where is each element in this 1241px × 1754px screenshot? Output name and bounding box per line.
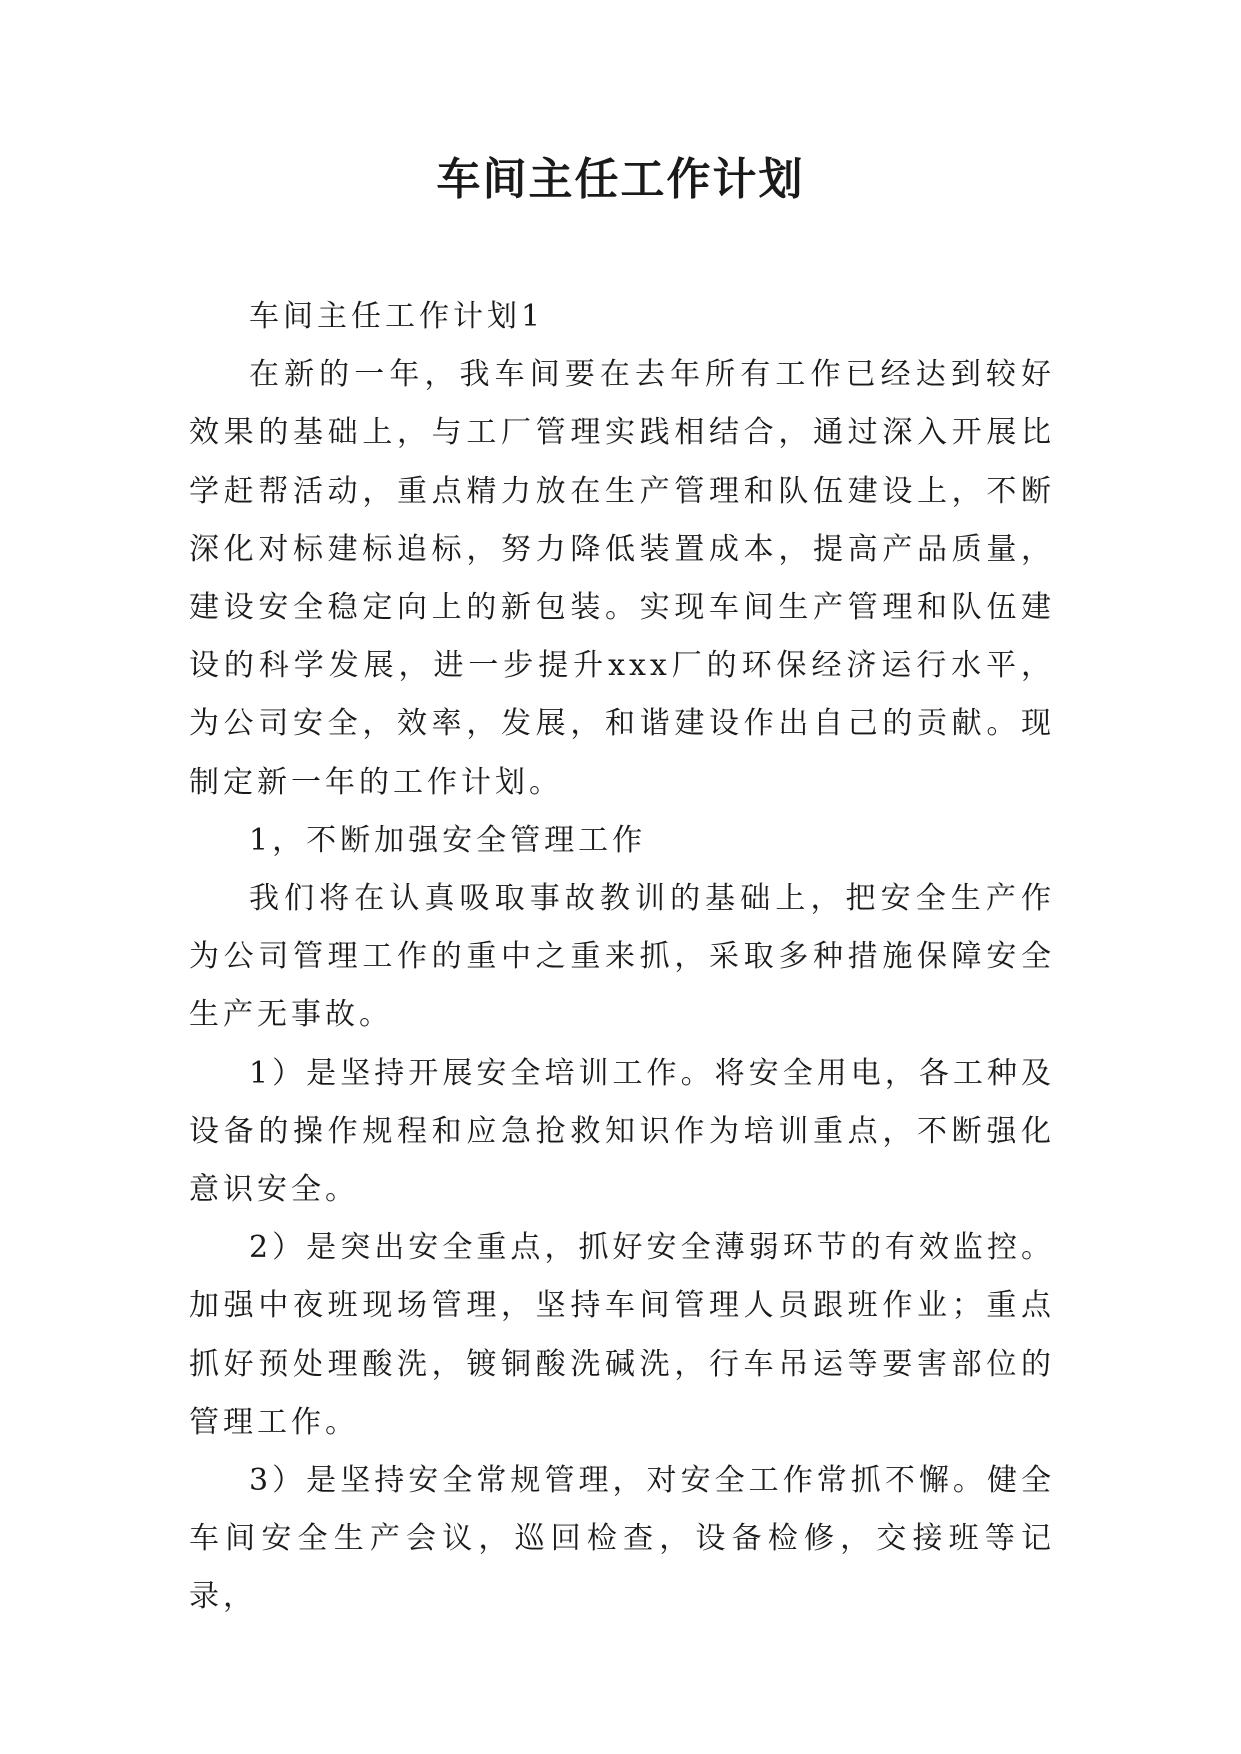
list-item: 2）是突出安全重点，抓好安全薄弱环节的有效监控。加强中夜班现场管理，坚持车间管理人员跟班作业；重点抓好预处理酸洗，镀铜酸洗碱洗，行车吊运等要害部位的管理工作。 [189, 1230, 1055, 1440]
intro-paragraph: 在新的一年，我车间要在去年所有工作已经达到较好效果的基础上，与工厂管理实践相结合，通过深入开展比学赶帮活动，重点精力放在生产管理和队伍建设上，不断深化对标建标追标，努力降低装置成本，提高产品质量，建设安全稳定向上的新包装。实现车间生产管理和队伍建设的科学发展，进一步提升xxx厂的环保经济运行水平，为公司安全，效率，发展，和谐建设作出自己的贡献。现制定新一年的工作计划。 [189, 357, 1055, 800]
document-body [189, 288, 1055, 1627]
body-paragraph: 我们将在认真吸取事故教训的基础上，把安全生产作为公司管理工作的重中之重来抓，采取多种措施保障安全生产无事故。 [189, 881, 1055, 1033]
document-title: 车间主任工作计划 [436, 154, 805, 205]
section-heading: 1，不断加强安全管理工作 [249, 822, 647, 858]
section-heading: 车间主任工作计划1 [249, 299, 545, 334]
list-item: 1）是坚持开展安全培训工作。将安全用电，各工种及设备的操作规程和应急抢救知识作为培训重点，不断强化意识安全。 [189, 1055, 1055, 1208]
list-item: 3）是坚持安全常规管理，对安全工作常抓不懈。健全车间安全生产会议，巡回检查，设备检修，交接班等记录， [189, 1463, 1055, 1615]
